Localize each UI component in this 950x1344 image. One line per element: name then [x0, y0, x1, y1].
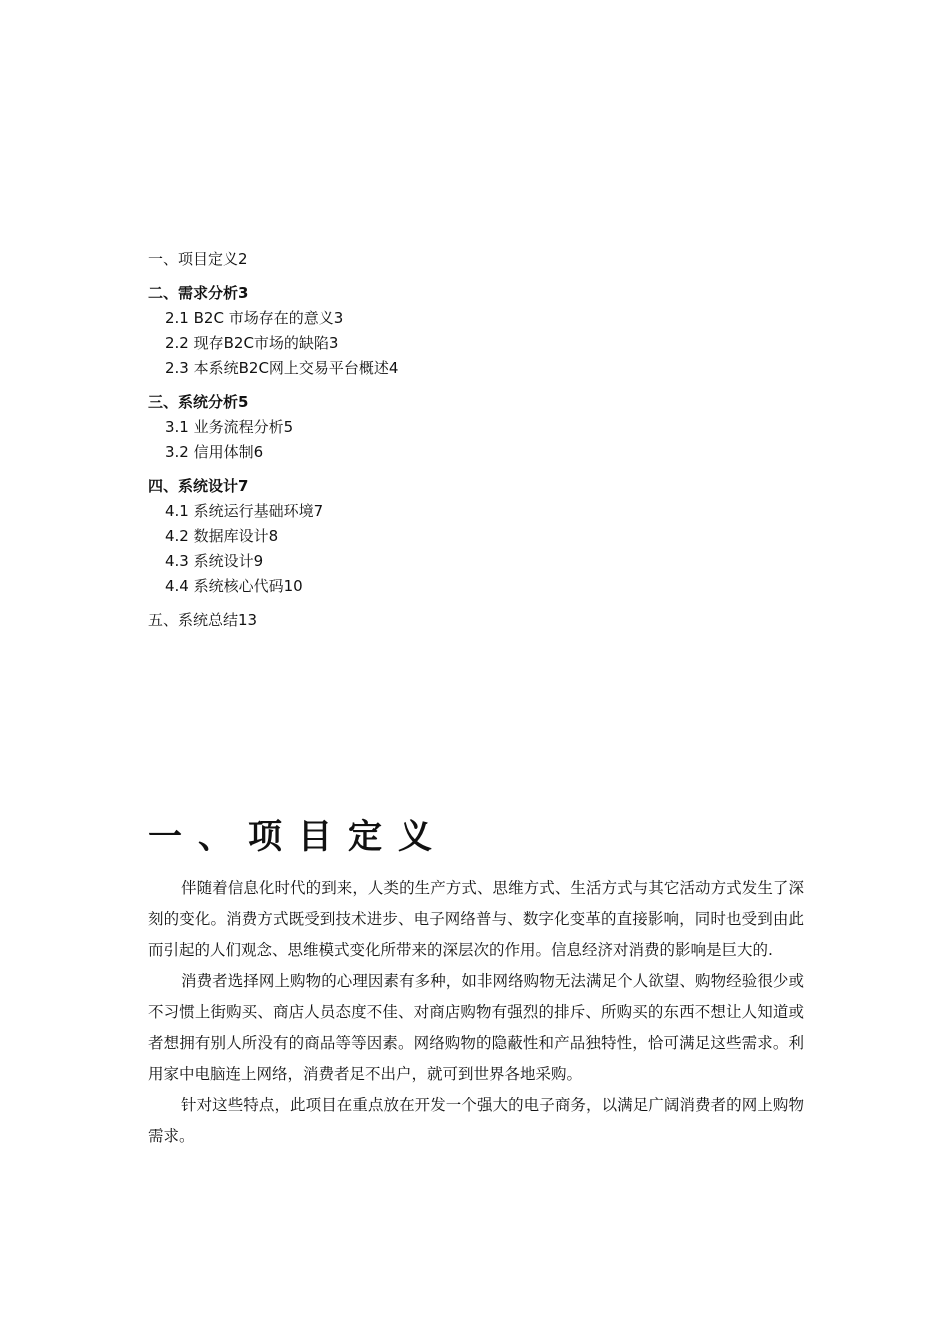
toc-item-3-2[interactable]: 3.2 信用体制6 — [165, 443, 264, 461]
toc-item-2-2[interactable]: 2.2 现存B2C市场的缺陷3 — [165, 334, 339, 352]
toc-item-4-4[interactable]: 4.4 系统核心代码10 — [165, 577, 303, 595]
section-heading: 一、项目定义 — [148, 816, 448, 857]
toc-item-4-2[interactable]: 4.2 数据库设计8 — [165, 527, 279, 545]
table-of-contents — [148, 247, 808, 633]
toc-item-requirements-analysis[interactable]: 二、需求分析3 — [148, 284, 249, 302]
toc-item-2-3[interactable]: 2.3 本系统B2C网上交易平台概述4 — [165, 359, 399, 377]
toc-item-4-3[interactable]: 4.3 系统设计9 — [165, 552, 264, 570]
toc-item-system-analysis[interactable]: 三、系统分析5 — [148, 393, 249, 411]
paragraph: 针对这些特点，此项目在重点放在开发一个强大的电子商务，以满足广阔消费者的网上购物需求。 — [148, 1096, 804, 1145]
toc-item-system-design[interactable]: 四、系统设计7 — [148, 477, 249, 495]
toc-item-2-1[interactable]: 2.1 B2C 市场存在的意义3 — [165, 309, 344, 327]
toc-item-4-1[interactable]: 4.1 系统运行基础环境7 — [165, 502, 324, 520]
toc-item-project-definition[interactable]: 一、项目定义2 — [148, 250, 248, 268]
section-body — [148, 873, 804, 1152]
toc-item-system-summary[interactable]: 五、系统总结13 — [148, 611, 258, 629]
paragraph: 伴随着信息化时代的到来，人类的生产方式、思维方式、生活方式与其它活动方式发生了深刻的变化。消费方式既受到技术进步、电子网络普与、数字化变革的直接影响，同时也受到由此而引起的人们观念、思维模式变化所带来的深层次的作用。信息经济对消费的影响是巨大的. — [148, 879, 804, 959]
toc-item-3-1[interactable]: 3.1 业务流程分析5 — [165, 418, 294, 436]
paragraph: 消费者选择网上购物的心理因素有多种，如非网络购物无法满足个人欲望、购物经验很少或不习惯上街购买、商店人员态度不佳、对商店购物有强烈的排斥、所购买的东西不想让人知道或者想拥有别人所没有的商品等等因素。网络购物的隐蔽性和产品独特性，恰可满足这些需求。利用家中电脑连上网络，消费者足不出户，就可到世界各地采购。 — [148, 972, 804, 1083]
